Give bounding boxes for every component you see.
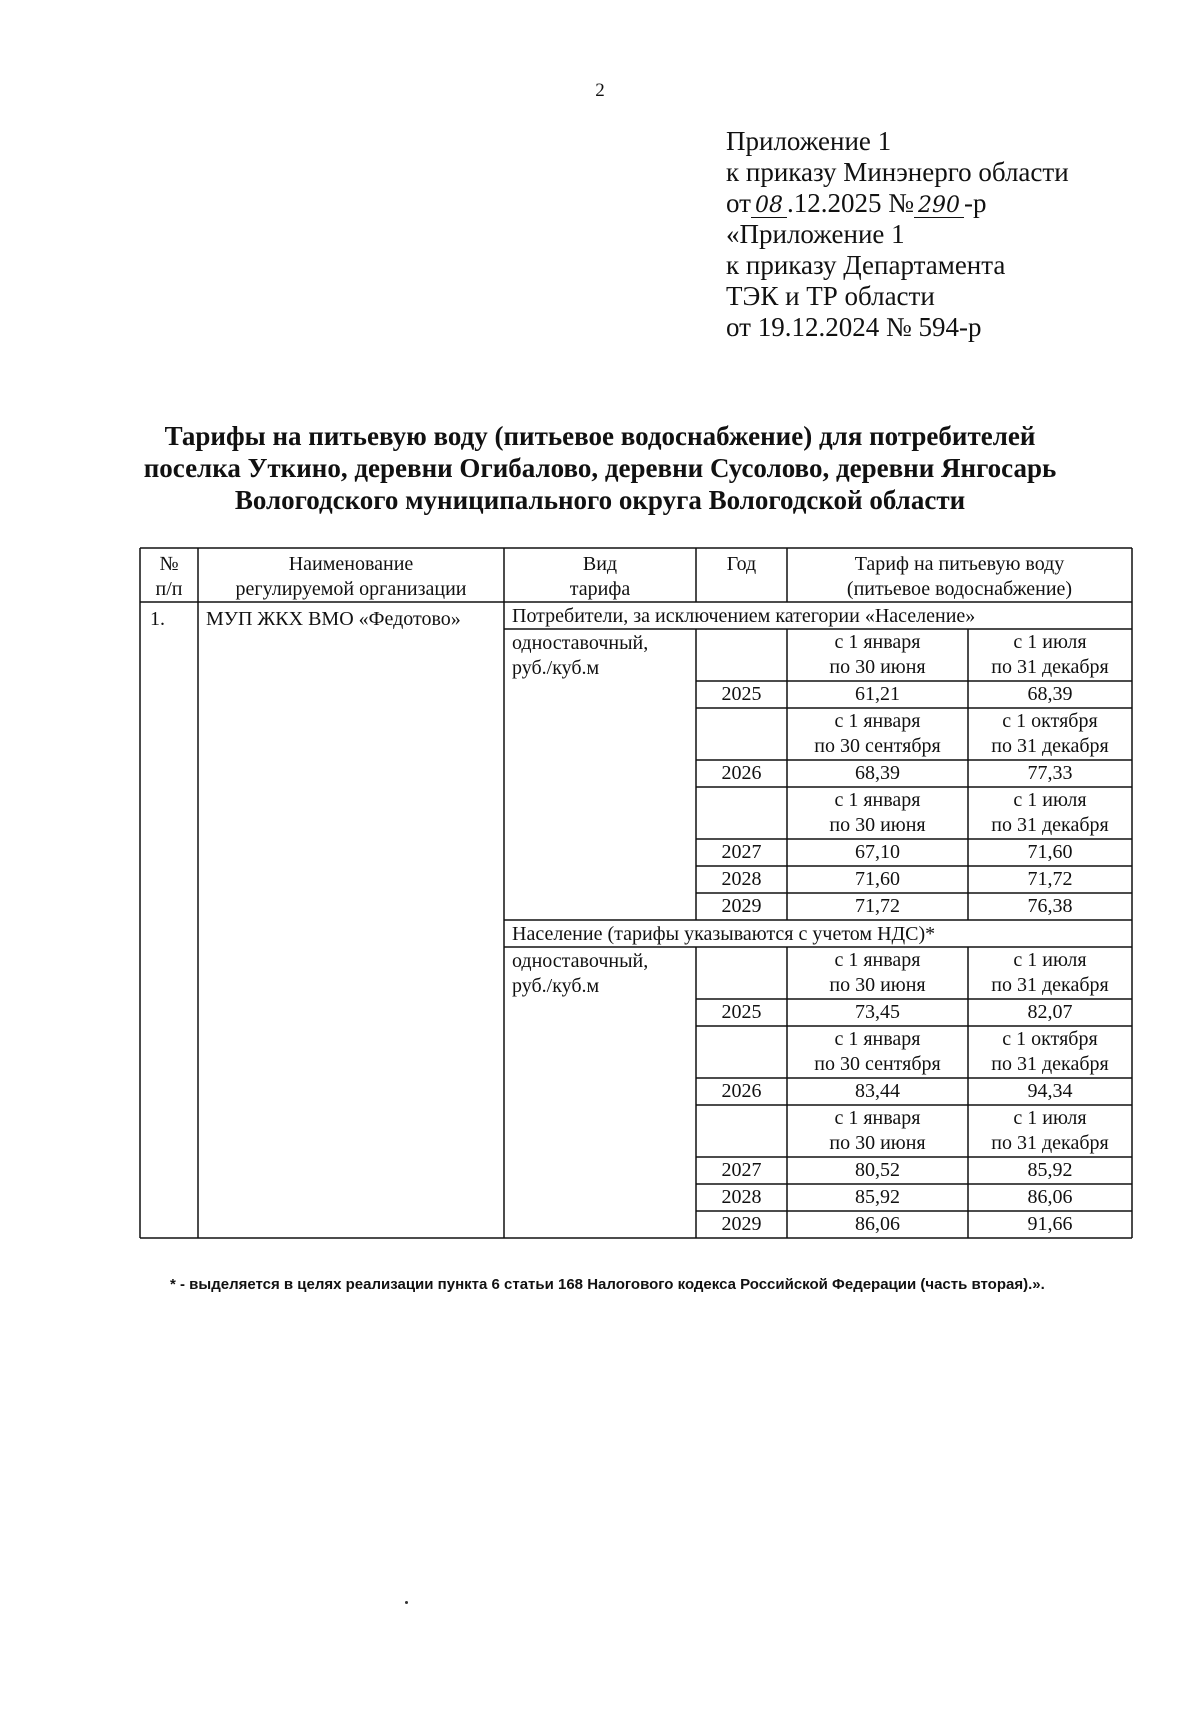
annex-date-middle: .12.2025 № [786, 188, 914, 218]
period-1-end: по 30 июня [829, 656, 926, 678]
category-label: Потребители, за исключением категории «Население» [512, 605, 976, 627]
header-org-line-1: Наименование [288, 553, 414, 575]
period-2-end: по 31 декабря [991, 1053, 1109, 1075]
tariff-value-period-2: 77,33 [1027, 762, 1073, 784]
tariff-value-period-2: 91,66 [1027, 1213, 1073, 1235]
period-1-start: с 1 января [834, 949, 921, 971]
year-cell: 2026 [721, 1080, 762, 1102]
tariff-type-line-2: руб./куб.м [512, 975, 600, 997]
page-number: 2 [595, 80, 605, 101]
tariff-value-period-1: 71,72 [855, 895, 900, 917]
tariff-value-period-1: 68,39 [855, 762, 900, 784]
tariff-value-period-1: 83,44 [855, 1080, 900, 1102]
tariff-value-period-2: 86,06 [1027, 1186, 1073, 1208]
tariff-value-period-2: 71,72 [1027, 868, 1073, 890]
tariff-value-period-1: 71,60 [855, 868, 900, 890]
period-2-start: с 1 июля [1013, 1107, 1087, 1129]
period-1-start: с 1 января [834, 789, 921, 811]
year-cell: 2025 [721, 1001, 762, 1023]
period-2-start: с 1 июля [1013, 789, 1087, 811]
tariff-value-period-2: 68,39 [1027, 683, 1073, 705]
period-2-start: с 1 июля [1013, 949, 1087, 971]
period-1-end: по 30 июня [829, 814, 926, 836]
tariff-value-period-1: 86,06 [855, 1213, 900, 1235]
tariff-value-period-2: 85,92 [1027, 1159, 1073, 1181]
period-1-start: с 1 января [834, 1107, 921, 1129]
tariff-value-period-1: 80,52 [855, 1159, 900, 1181]
tariff-value-period-2: 71,60 [1027, 841, 1073, 863]
row-number: 1. [150, 608, 165, 630]
tariff-type-line-1: одноставочный, [512, 632, 649, 654]
annex-line-5: к приказу Департамента [726, 250, 1006, 280]
header-year: Год [726, 553, 757, 575]
period-2-end: по 31 декабря [991, 735, 1109, 757]
period-1-end: по 30 июня [829, 1132, 926, 1154]
period-1-start: с 1 января [834, 631, 921, 653]
annex-line-1: Приложение 1 [726, 126, 892, 156]
footnote: * - выделяется в целях реализации пункта 6 статьи 168 Налогового кодекса Российской Федерации (часть вторая).». [170, 1276, 1045, 1293]
header-org-line-2: регулируемой организации [235, 578, 467, 600]
header-type-line-2: тарифа [569, 578, 631, 600]
year-cell: 2028 [721, 868, 762, 890]
period-2-end: по 31 декабря [991, 1132, 1109, 1154]
period-1-start: с 1 января [834, 1028, 921, 1050]
title-line-1: Тарифы на питьевую воду (питьевое водоснабжение) для потребителей [164, 421, 1036, 451]
tariff-value-period-1: 73,45 [855, 1001, 900, 1023]
period-1-end: по 30 июня [829, 974, 926, 996]
header-tariff-line-1: Тариф на питьевую воду [854, 553, 1065, 575]
tariff-value-period-1: 61,21 [855, 683, 900, 705]
annex-order-suffix: -р [963, 188, 987, 218]
title-line-2: поселка Уткино, деревни Огибалово, деревни Сусолово, деревни Янгосарь [143, 453, 1057, 483]
header-type-line-1: Вид [582, 553, 618, 575]
year-cell: 2025 [721, 683, 762, 705]
year-cell: 2029 [721, 895, 762, 917]
year-cell: 2028 [721, 1186, 762, 1208]
scan-dot [405, 1601, 408, 1604]
year-cell: 2026 [721, 762, 762, 784]
year-cell: 2027 [721, 1159, 762, 1181]
period-2-start: с 1 июля [1013, 631, 1087, 653]
tariff-value-period-2: 94,34 [1027, 1080, 1073, 1102]
period-2-start: с 1 октября [1002, 710, 1098, 732]
annex-line-4: «Приложение 1 [726, 219, 905, 249]
period-1-end: по 30 сентября [814, 735, 941, 757]
header-num-line-1: № [159, 553, 179, 575]
period-1-end: по 30 сентября [814, 1053, 941, 1075]
tariff-value-period-1: 85,92 [855, 1186, 900, 1208]
handwritten-order-number: 290 [914, 195, 964, 218]
tariff-value-period-2: 82,07 [1027, 1001, 1073, 1023]
title-line-3: Вологодского муниципального округа Вологодской области [234, 485, 966, 515]
tariff-type-line-2: руб./куб.м [512, 657, 600, 679]
annex-line-2: к приказу Минэнерго области [726, 157, 1069, 187]
year-cell: 2029 [721, 1213, 762, 1235]
annex-line-6: ТЭК и ТР области [726, 281, 935, 311]
handwritten-day: 08 [751, 195, 787, 218]
category-label: Население (тарифы указываются с учетом НДС)* [512, 923, 936, 945]
header-tariff-line-2: (питьевое водоснабжение) [846, 578, 1073, 600]
annex-date-prefix: от [726, 188, 751, 218]
period-2-end: по 31 декабря [991, 974, 1109, 996]
year-cell: 2027 [721, 841, 762, 863]
organization-name: МУП ЖКХ ВМО «Федотово» [206, 608, 461, 630]
period-2-end: по 31 декабря [991, 656, 1109, 678]
annex-line-7: от 19.12.2024 № 594-р [726, 312, 982, 342]
period-1-start: с 1 января [834, 710, 921, 732]
tariff-value-period-2: 76,38 [1027, 895, 1073, 917]
tariff-type-line-1: одноставочный, [512, 950, 649, 972]
header-num-line-2: п/п [155, 578, 183, 600]
period-2-start: с 1 октября [1002, 1028, 1098, 1050]
period-2-end: по 31 декабря [991, 814, 1109, 836]
tariff-value-period-1: 67,10 [855, 841, 900, 863]
